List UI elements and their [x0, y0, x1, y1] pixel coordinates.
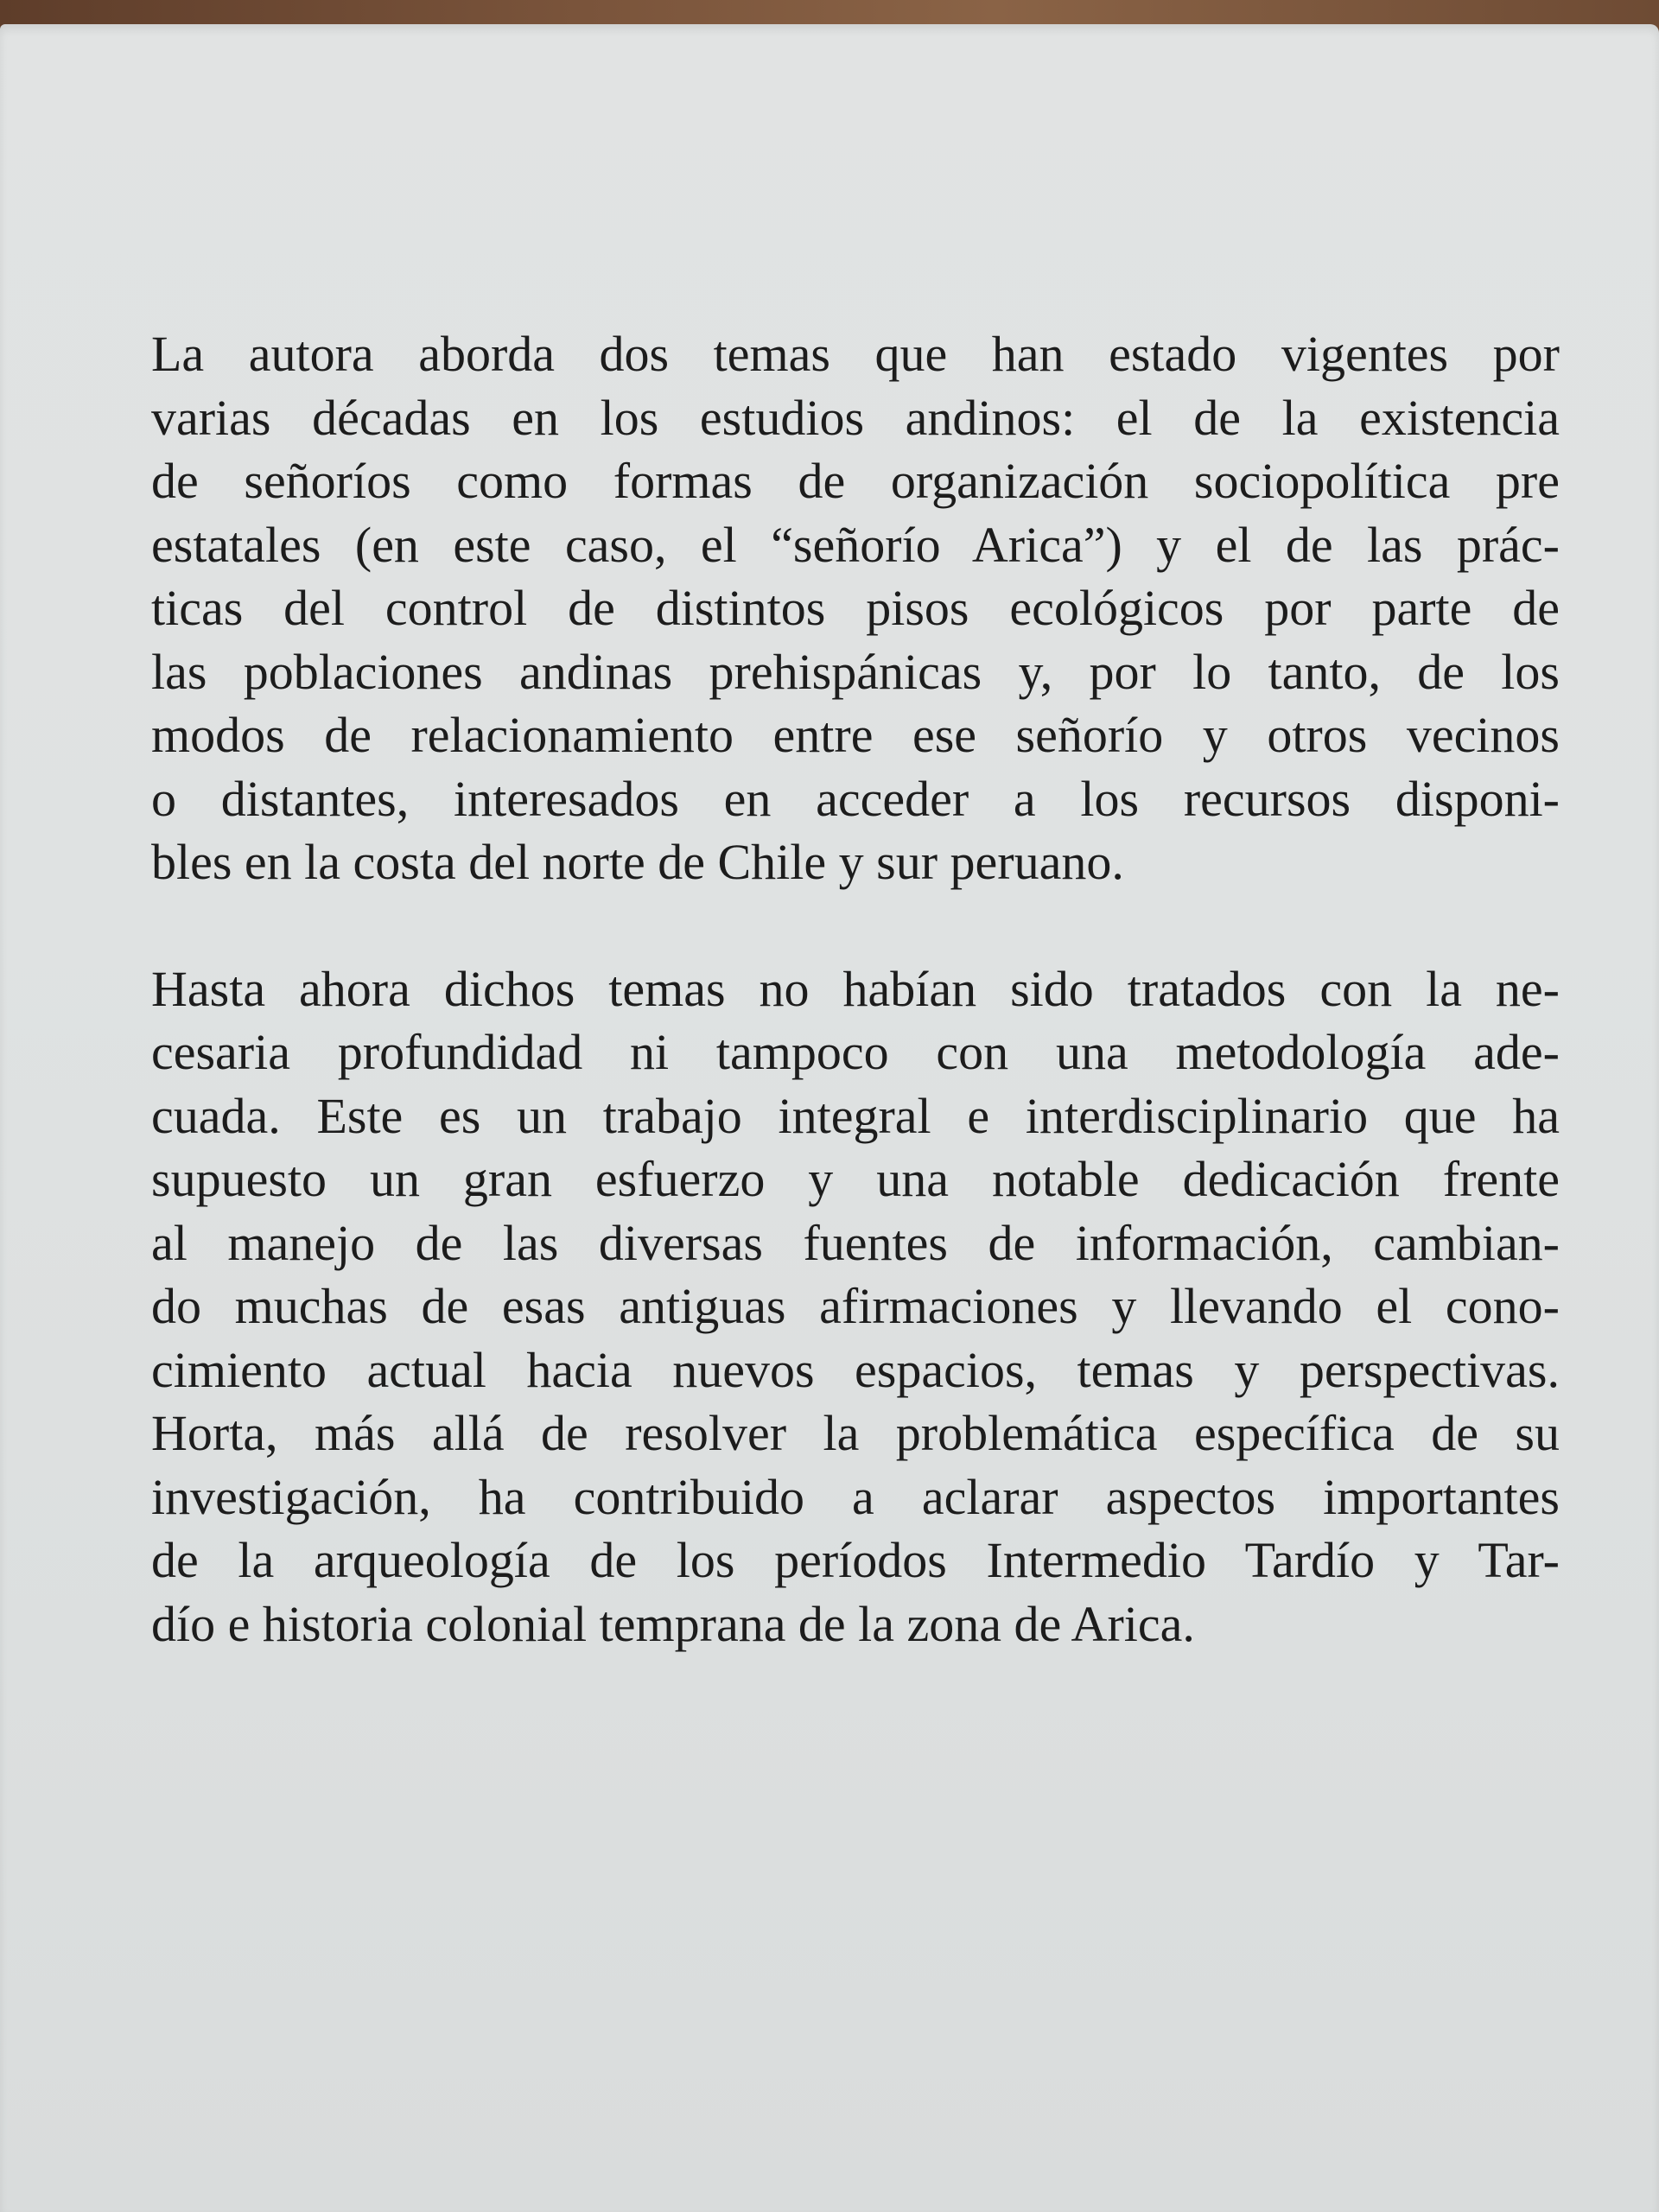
text-line: cuada. Este es un trabajo integral e interdisciplinario que ha — [151, 1087, 1560, 1144]
text-line: de señoríos como formas de organización sociopolítica pre — [151, 453, 1560, 509]
text-line: estatales (en este caso, el “señorío Arica”) y el de las prác- — [151, 516, 1560, 573]
blurb-text — [151, 322, 1560, 1656]
text-line: cesaria profundidad ni tampoco con una metodología ade- — [151, 1024, 1560, 1080]
text-line: de la arqueología de los períodos Intermedio Tardío y Tar- — [151, 1532, 1560, 1588]
text-line: investigación, ha contribuido a aclarar aspectos importantes — [151, 1468, 1560, 1525]
text-line: varias décadas en los estudios andinos: el de la existencia — [151, 389, 1560, 446]
text-line: cimiento actual hacia nuevos espacios, temas y perspectivas. — [151, 1341, 1560, 1398]
text-line: bles en la costa del norte de Chile y sur peruano. — [151, 834, 1124, 890]
text-line: o distantes, interesados en acceder a los recursos disponi- — [151, 770, 1560, 827]
text-line: Hasta ahora dichos temas no habían sido tratados con la ne- — [151, 960, 1560, 1017]
paragraph-1 — [151, 322, 1560, 894]
text-line: modos de relacionamiento entre ese señorío y otros vecinos — [151, 707, 1560, 763]
paragraph-2 — [151, 957, 1560, 1656]
text-line: supuesto un gran esfuerzo y una notable dedicación frente — [151, 1151, 1560, 1207]
text-line: ticas del control de distintos pisos ecológicos por parte de — [151, 580, 1560, 636]
text-line: Horta, más allá de resolver la problemática específica de su — [151, 1405, 1560, 1461]
text-line: La autora aborda dos temas que han estado vigentes por — [151, 326, 1560, 382]
text-line: do muchas de esas antiguas afirmaciones y llevando el cono- — [151, 1278, 1560, 1334]
book-back-cover — [0, 24, 1659, 2212]
text-line: las poblaciones andinas prehispánicas y, por lo tanto, de los — [151, 643, 1560, 700]
text-line: dío e historia colonial temprana de la zona de Arica. — [151, 1595, 1195, 1652]
text-line: al manejo de las diversas fuentes de información, cambian- — [151, 1214, 1560, 1271]
